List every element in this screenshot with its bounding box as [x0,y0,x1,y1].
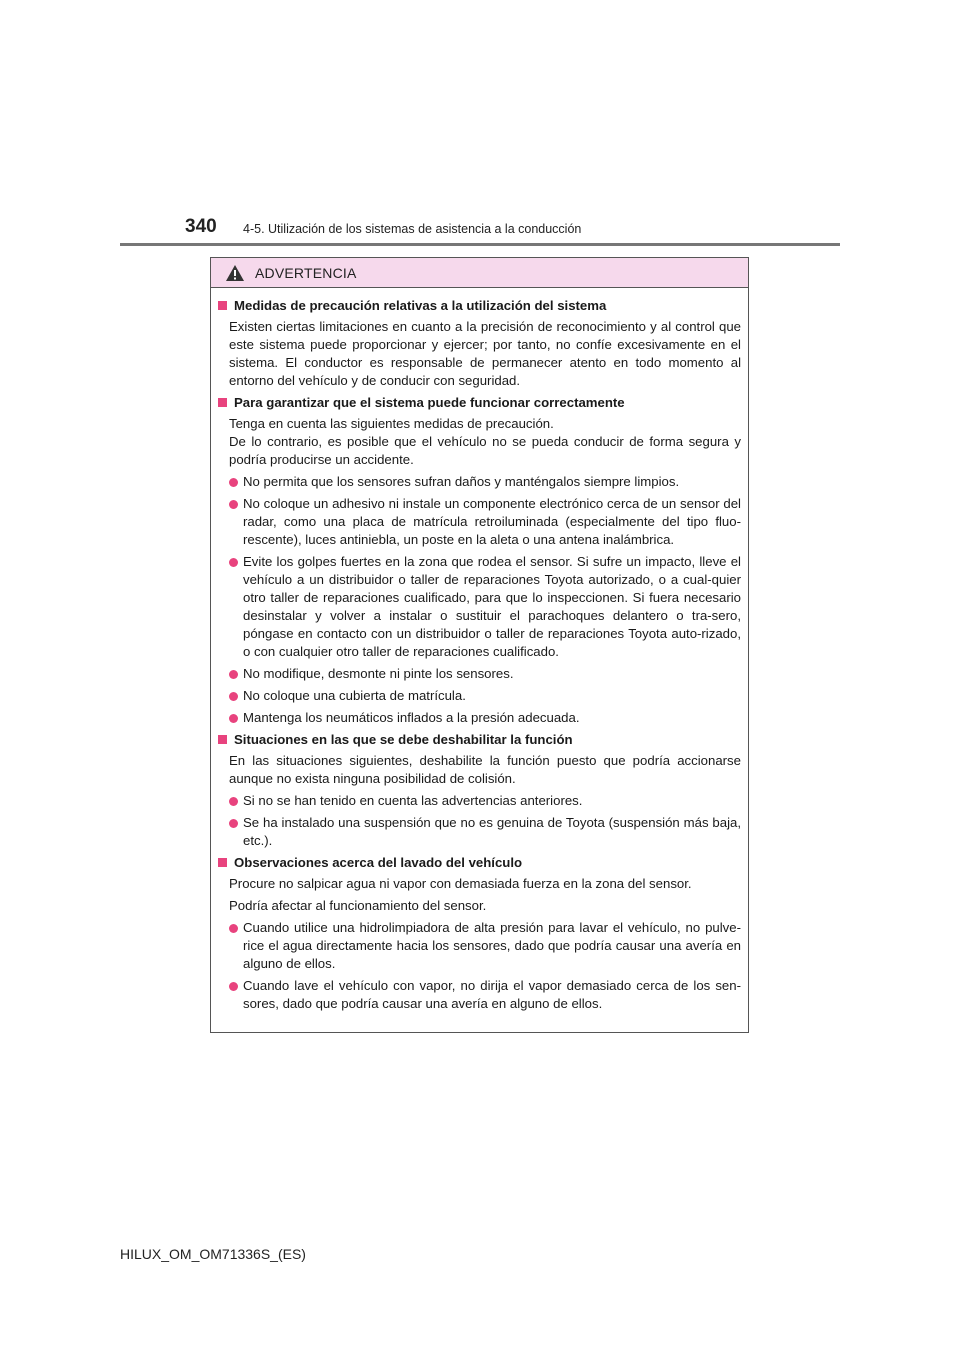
bullet-item [229,792,741,810]
warning-title: ADVERTENCIA [255,264,357,281]
section-heading-text: Situaciones en las que se debe deshabilitar la función [234,732,573,747]
bullet-text: Evite los golpes fuertes en la zona que rodea el sensor. Si sufre un impacto, lleve el vehículo a un distribuidor o taller de reparaciones Toyota autorizado, o a cual-quier otro taller de reparaciones cualificado, para que lo inspeccionen. Si fuera necesario desinstalar y volver a instalar o sustituir el parachoques delantero o tra-sero, póngase en contacto con un distribuidor o taller de reparaciones Toyota auto-rizado, o con cualquier otro taller de reparaciones cualificado. [243,554,741,659]
bullet-item [229,814,741,850]
bullet-item [229,553,741,661]
bullet-text: Se ha instalado una suspensión que no es genuina de Toyota (suspensión más baja, etc.). [243,815,741,848]
section-heading-text: Observaciones acerca del lavado del vehículo [234,855,523,870]
bullet-item [229,977,741,1013]
bullet-text: No permita que los sensores sufran daños y manténgalos siempre limpios. [243,474,680,489]
section-title: 4-5. Utilización de los sistemas de asistencia a la conducción [243,222,582,236]
square-bullet-icon [218,398,227,407]
warning-section [218,854,741,1013]
section-heading-text: Medidas de precaución relativas a la utilización del sistema [234,298,607,313]
section-heading [218,854,741,872]
bullet-item [229,687,741,705]
section-paragraph: Procure no salpicar agua ni vapor con demasiada fuerza en la zona del sensor. [229,876,692,891]
circle-bullet-icon [229,500,238,509]
square-bullet-icon [218,735,227,744]
circle-bullet-icon [229,558,238,567]
warning-section [218,394,741,727]
warning-section [218,731,741,850]
warning-header [211,258,748,288]
bullet-item [229,473,741,491]
warning-box [210,257,749,1033]
circle-bullet-icon [229,819,238,828]
warning-triangle-icon [225,264,245,282]
section-paragraph: Podría afectar al funcionamiento del sensor. [229,898,487,913]
section-heading [218,731,741,749]
bullet-text: No coloque un adhesivo ni instale un componente electrónico cerca de un sensor del radar, como una placa de matrícula retroiluminada (especialmente del tipo fluo-rescente), luces antiniebla, un poste en la aleta o una antena inalámbrica. [243,496,741,547]
bullet-item [229,709,741,727]
circle-bullet-icon [229,714,238,723]
bullet-text: Cuando utilice una hidrolimpiadora de alta presión para lavar el vehículo, no pulve-rice el agua directamente hacia los sensores, dado que podría causar una avería en alguno de ellos. [243,920,741,971]
circle-bullet-icon [229,982,238,991]
section-paragraph: En las situaciones siguientes, deshabilite la función puesto que podría accionarse aunque no exista ninguna posibilidad de colisión. [229,753,741,786]
section-heading [218,297,741,315]
square-bullet-icon [218,858,227,867]
document-code: HILUX_OM_OM71336S_(ES) [120,1246,306,1262]
bullet-text: Cuando lave el vehículo con vapor, no dirija el vapor demasiado cerca de los sen-sores, dado que podría causar una avería en alguno de ellos. [243,978,741,1011]
circle-bullet-icon [229,924,238,933]
bullet-text: Si no se han tenido en cuenta las advertencias anteriores. [243,793,583,808]
bullet-text: Mantenga los neumáticos inflados a la presión adecuada. [243,710,580,725]
section-heading [218,394,741,412]
header-divider [120,243,840,246]
circle-bullet-icon [229,797,238,806]
warning-body [211,288,748,1013]
bullet-item [229,919,741,973]
bullet-item [229,665,741,683]
bullet-item [229,495,741,549]
section-paragraph: Existen ciertas limitaciones en cuanto a la precisión de reconocimiento y al control que este sistema puede proporcionar y ejercer; por tanto, no confíe excesivamente en el sistema. El conductor es responsable de permanecer atento en todo momento al entorno del vehículo y de conducir con seguridad. [229,319,741,388]
circle-bullet-icon [229,670,238,679]
warning-section [218,297,741,390]
bullet-text: No coloque una cubierta de matrícula. [243,688,466,703]
circle-bullet-icon [229,478,238,487]
section-paragraph: Tenga en cuenta las siguientes medidas de precaución. De lo contrario, es posible que el vehículo no se pueda conducir de forma segura y podría producirse un accidente. [229,416,741,467]
page-number: 340 [185,216,217,237]
square-bullet-icon [218,301,227,310]
bullet-text: No modifique, desmonte ni pinte los sensores. [243,666,514,681]
circle-bullet-icon [229,692,238,701]
section-heading-text: Para garantizar que el sistema puede funcionar correctamente [234,395,625,410]
